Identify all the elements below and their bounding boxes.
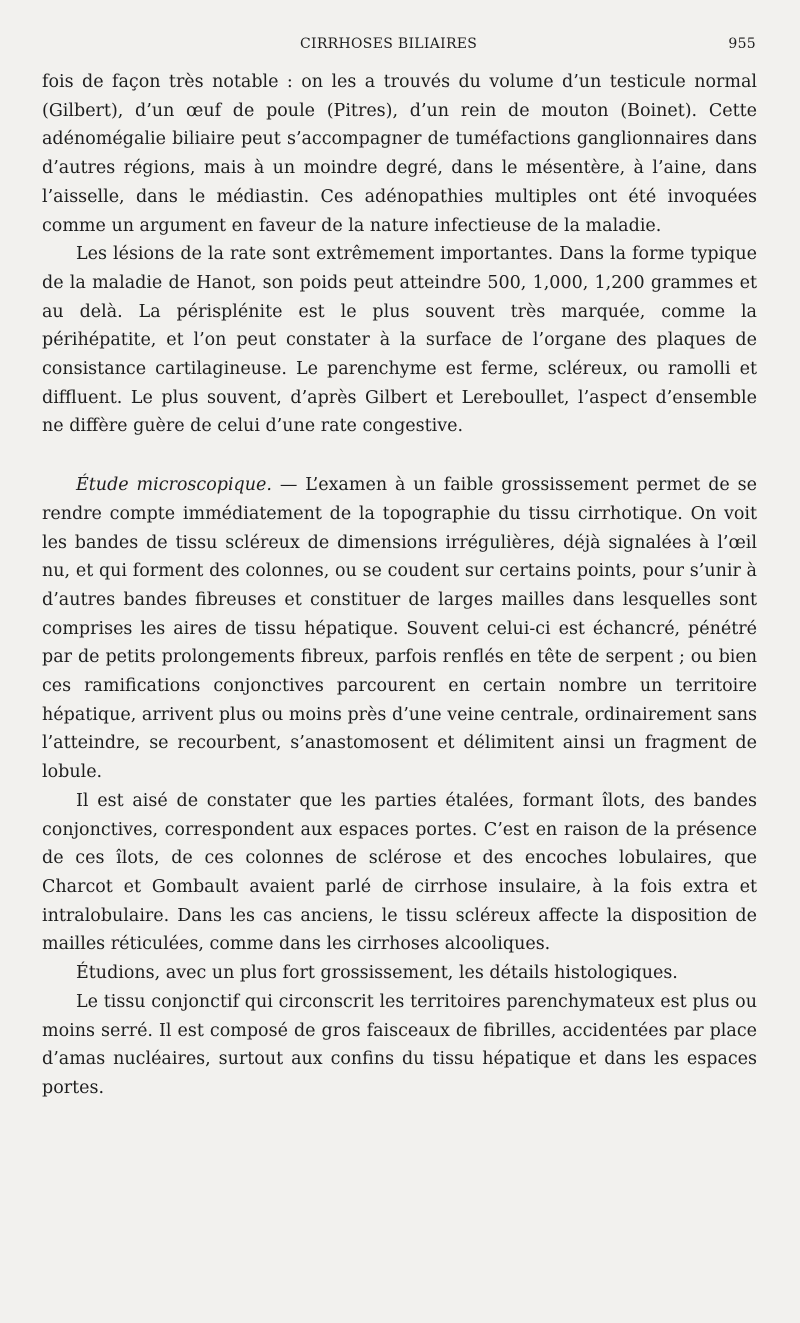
paragraph-spleen-lesions: Les lésions de la rate sont extrêmement importantes. Dans la forme typique de la maladie de Hanot, son poids peut atteindre 500, 1,000, 1,200 grammes et au delà. La périsplénite est le plus souvent très marquée, comme la périhépatite, et l’on peut constater à la surface de l’organe des plaques de consistance cartilagineuse. Le parenchyme est ferme, scléreux, ou ramolli et diffluent. Le plus souvent, d’après Gilbert et Lereboullet, l’aspect d’ensemble ne diffère guère de celui d’une rate congestive. bbox=[42, 244, 757, 437]
paragraph-continued: fois de façon très notable : on les a trouvés du volume d’un testicule normal (Gilbert), d’un œuf de poule (Pitres), d’un rein de mouton (Boinet). Cette adénomégalie biliaire peut s’accompagner de tuméfactions ganglionnaires dans d’autres régions, mais à un moindre degré, dans le mésentère, à l’aine, dans l’aisselle, dans le médiastin. Ces adénopathies multiples ont été invoquées comme un argument en faveur de la nature infectieuse de la maladie. bbox=[42, 72, 757, 236]
paragraph-portal-spaces: Il est aisé de constater que les parties étalées, formant îlots, des bandes conjonctives, correspondent aux espaces portes. C’est en raison de la présence de ces îlots, de ces colonnes de sclérose et des encoches lobulaires, que Charcot et Gombault avaient parlé de cirrhose insulaire, à la fois extra et intralobulaire. Dans les cas anciens, le tissu scléreux affecte la disposition de mailles réticulées, comme dans les cirrhoses alcooliques. bbox=[42, 790, 757, 955]
paragraph-connective-tissue: Le tissu conjonctif qui circonscrit les territoires parenchymateux est plus ou moins serré. Il est composé de gros faisceaux de fibrilles, accidentées par place d’amas nucléaires, surtout aux confins du tissu hépatique et dans les espaces portes. bbox=[42, 991, 757, 1098]
body-text bbox=[42, 68, 757, 1103]
page-number: 955 bbox=[728, 36, 756, 52]
section-body-text: L’examen à un faible grossissement permet de se rendre compte immédiatement de la topographie du tissu cirrhotique. On voit les bandes de tissu scléreux de dimensions irrégulières, déjà signalées à l’œil nu, et qui forment des colonnes, ou se coudent sur certains points, pour s’unir à d’autres bandes fibreuses et constituer de larges mailles dans lesquelles sont comprises les aires de tissu hépatique. Souvent celui-ci est échancré, pénétré par de petits prolongements fibreux, parfois renflés en tête de serpent ; ou bien ces ramifications conjonctives parcourent en certain nombre un territoire hépatique, arrivent plus ou moins près d’une veine centrale, ordinairement sans l’atteindre, se recourbent, s’anastomosent et délimitent ainsi un fragment de lobule. bbox=[42, 475, 757, 783]
paragraph-histology-intro: Étudions, avec un plus fort grossissement, les détails histologiques. bbox=[76, 963, 678, 984]
section-dash: — bbox=[271, 475, 306, 496]
section-title: Étude microscopique. bbox=[76, 475, 272, 496]
running-title: CIRRHOSES BILIAIRES bbox=[300, 36, 478, 52]
paragraph-microscopic-study bbox=[42, 471, 757, 787]
running-header bbox=[0, 36, 800, 56]
